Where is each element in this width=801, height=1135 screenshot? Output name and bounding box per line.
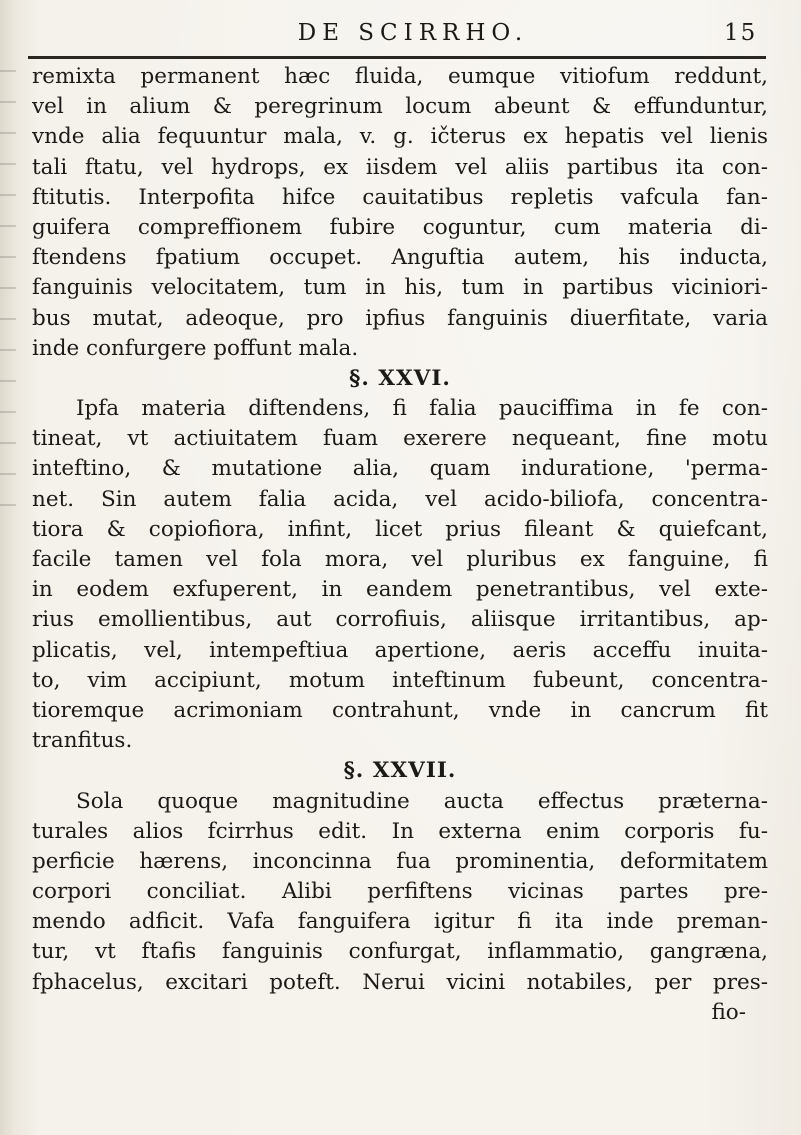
text-line: to, vim accipiunt, motum inteftinum fubeunt, concentra-	[32, 667, 768, 693]
text-line: tranfitus.	[32, 728, 133, 754]
text-line: corpori conciliat. Alibi perfiftens vicinas partes pre-	[32, 879, 768, 905]
text-line: vel in alium & peregrinum locum abeunt & effunduntur,	[32, 94, 768, 120]
catchword: fio-	[711, 999, 746, 1025]
running-title: DE SCIRRHO.	[297, 20, 529, 46]
page-number: 15	[724, 20, 758, 46]
text-line: fanguinis velocitatem, tum in his, tum in partibus viciniori-	[32, 275, 768, 301]
text-line: inteftino, & mutatione alia, quam induratione, 'perma-	[32, 456, 768, 482]
text-line: facile tamen vel fola mora, vel pluribus ex fanguine, fi	[32, 547, 768, 572]
text-line: ftitutis. Interpofita hifce cauitatibus repletis vafcula fan-	[32, 184, 768, 210]
section-heading: §. XXVI.	[349, 365, 451, 391]
body-text	[32, 62, 768, 1028]
text-line: net. Sin autem falia acida, vel acido-biliofa, concentra-	[32, 486, 768, 512]
text-line: tur, vt ftafis fanguinis confurgat, inflammatio, gangræna,	[32, 939, 768, 965]
text-line: vnde alia fequuntur mala, v. g. ičterus ex hepatis vel lienis	[32, 124, 768, 150]
text-line: tiora & copiofiora, infint, licet prius fileant & quiefcant,	[32, 516, 768, 542]
text-line: mendo adficit. Vafa fanguifera igitur fi ita inde preman-	[32, 909, 768, 935]
text-line: remixta permanent hæc fluida, eumque vitiofum reddunt,	[32, 64, 768, 89]
text-line: fphacelus, excitari poteft. Nerui vicini notabiles, per pres-	[32, 969, 768, 995]
text-line: guifera compreffionem fubire coguntur, cum materia di-	[32, 214, 768, 240]
text-line: tioremque acrimoniam contrahunt, vnde in cancrum fit	[32, 697, 768, 723]
text-line: rius emollientibus, aut corrofiuis, aliisque irritantibus, ap-	[32, 607, 768, 633]
text-line: perficie hærens, inconcinna fua prominentia, deformitatem	[32, 848, 768, 874]
text-line: ftendens fpatium occupet. Anguftia autem, his inducta,	[32, 245, 768, 271]
text-line: Ipfa materia diftendens, fi falia pauciffima in fe con-	[76, 396, 768, 422]
text-line: bus mutat, adeoque, pro ipfius fanguinis diuerfitate, varia	[32, 305, 768, 331]
header-rule	[28, 56, 766, 59]
text-line: tineat, vt actiuitatem fuam exerere nequeant, fine motu	[32, 426, 768, 452]
text-line: inde confurgere poffunt mala.	[32, 335, 359, 361]
text-line: Sola quoque magnitudine aucta effectus præterna-	[76, 788, 768, 814]
binding-gutter	[0, 70, 16, 510]
text-line: plicatis, vel, intempeftiua apertione, aeris acceffu inuita-	[32, 637, 768, 663]
text-line: in eodem exfuperent, in eandem penetrantibus, vel exte-	[32, 577, 768, 603]
section-heading: §. XXVII.	[343, 758, 457, 784]
text-line: tali ftatu, vel hydrops, ex iisdem vel aliis partibus ita con-	[32, 154, 768, 180]
running-head	[0, 14, 801, 54]
text-line: turales alios fcirrhus edit. In externa enim corporis fu-	[32, 818, 768, 844]
